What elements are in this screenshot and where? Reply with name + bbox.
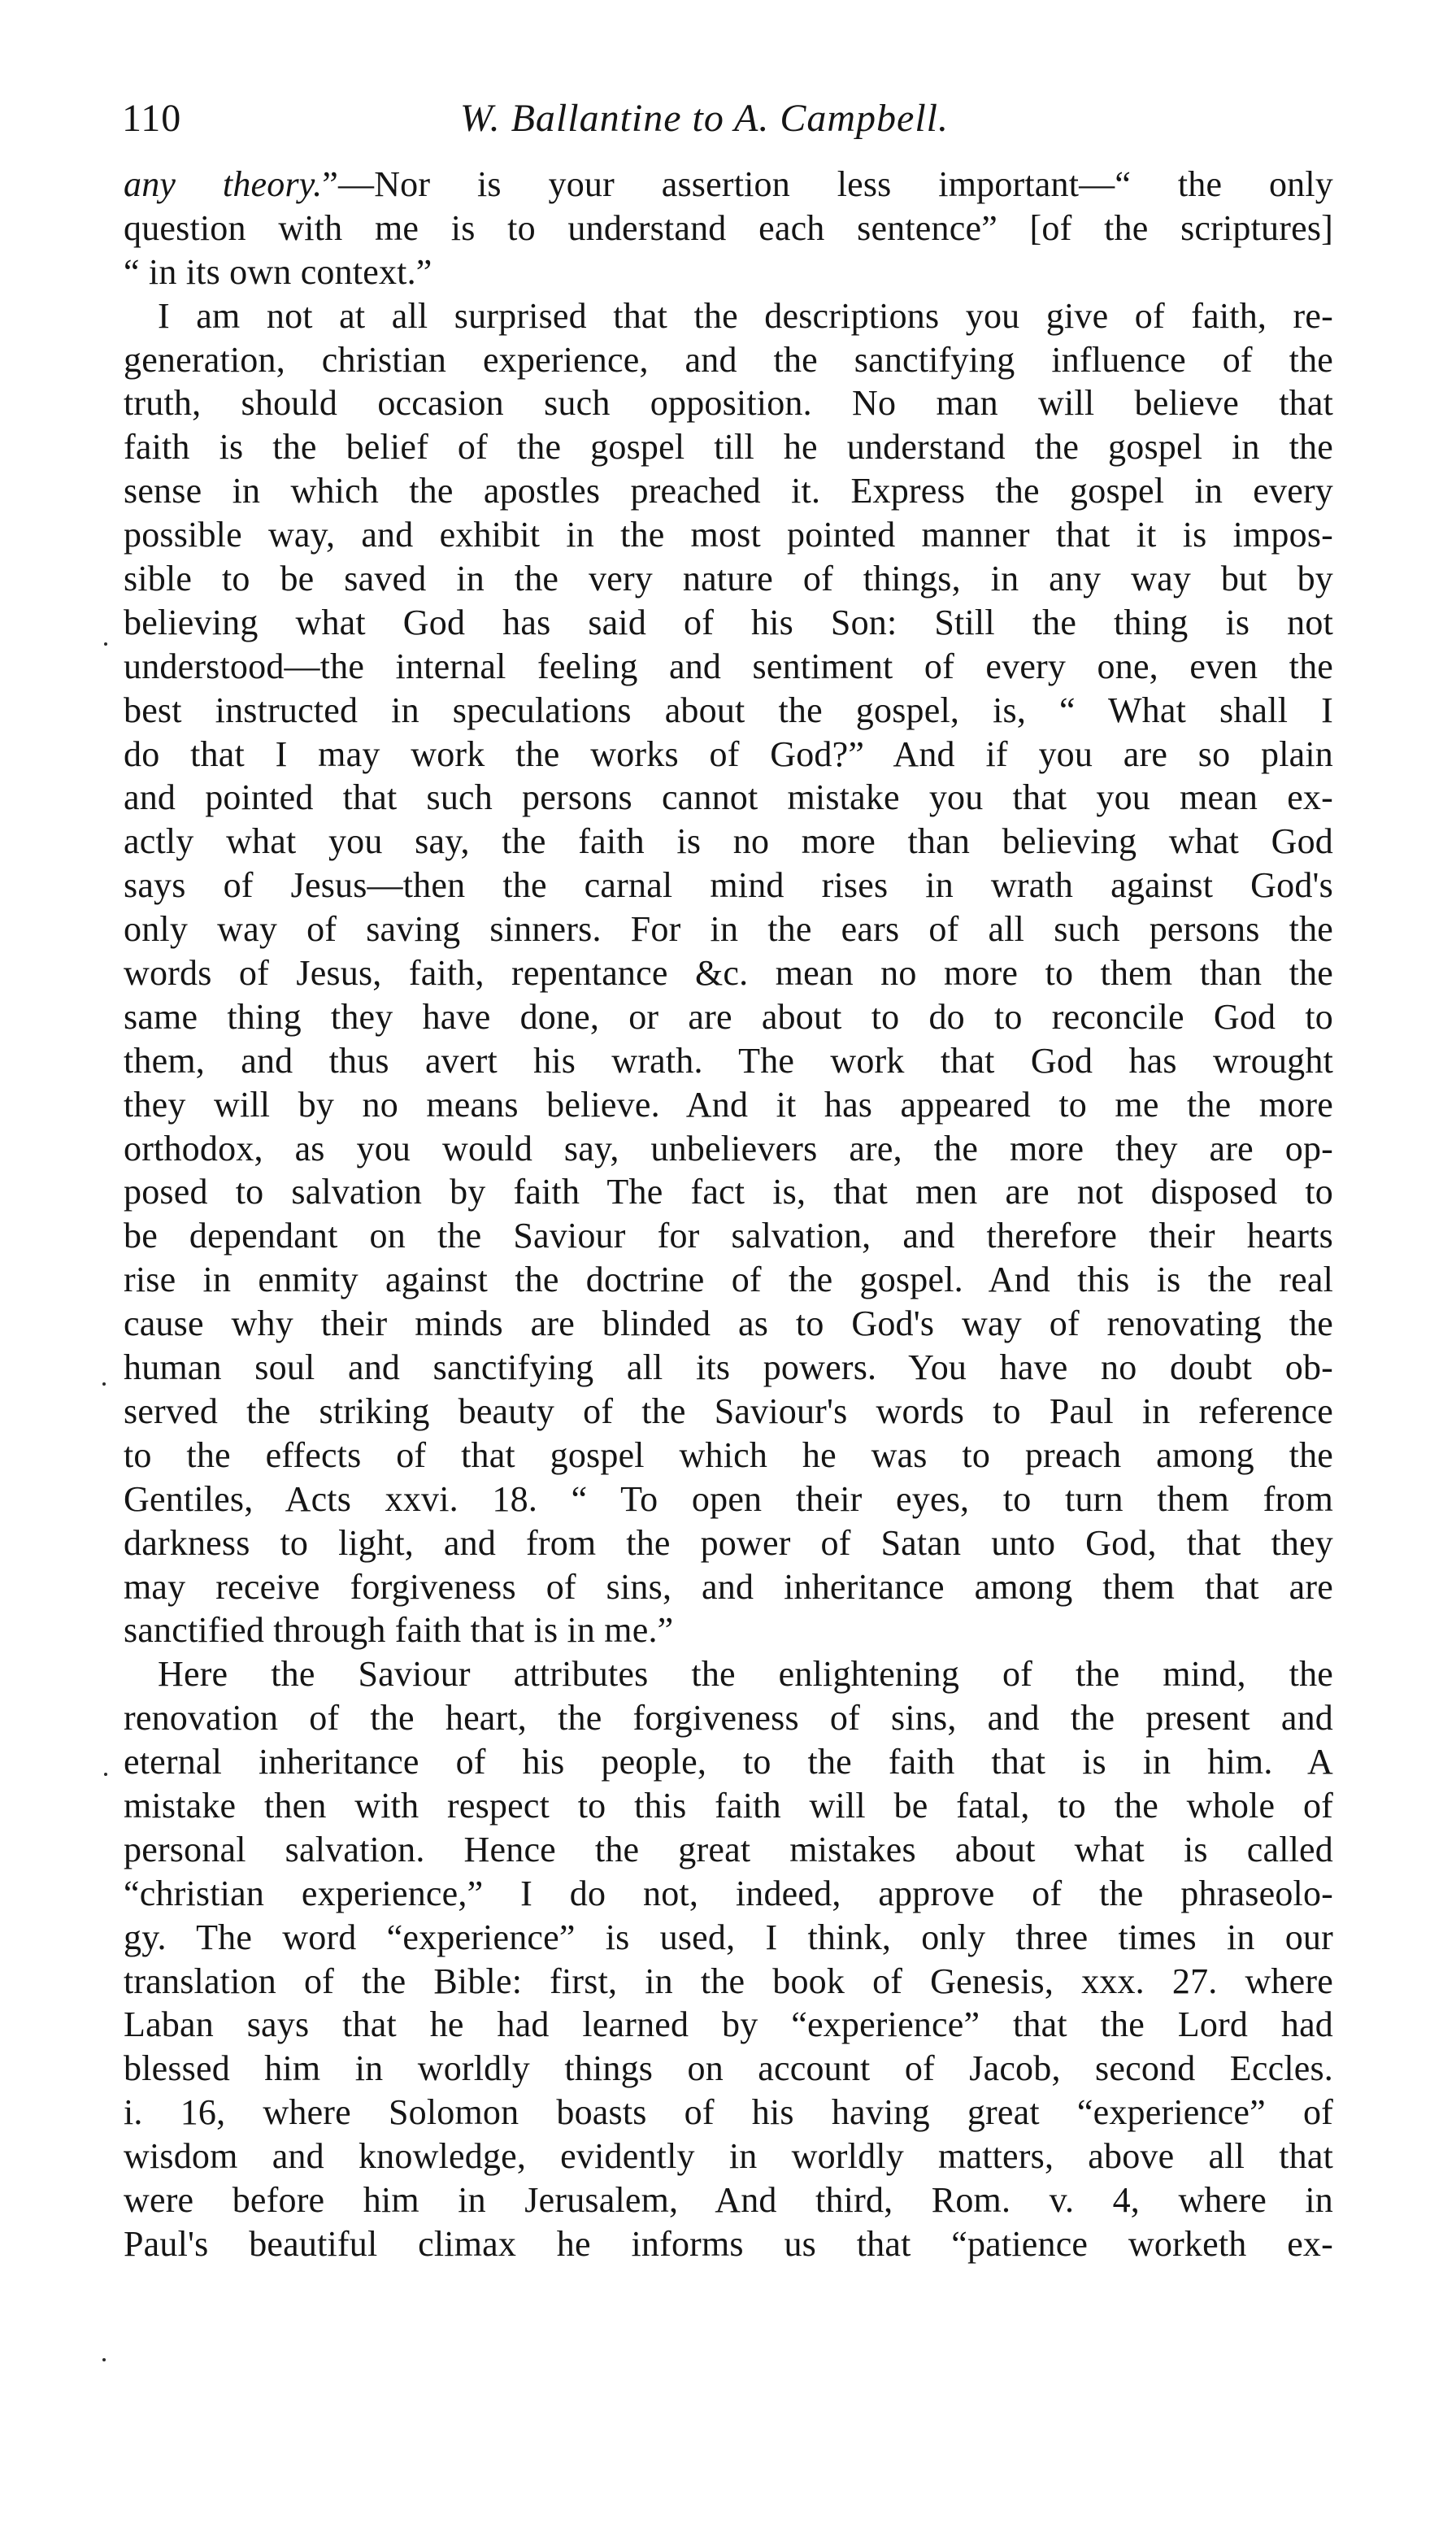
text-line: to the effects of that gospel which he was to preach among the xyxy=(124,1434,1333,1475)
text-line: were before him in Jerusalem, And third, Rom. v. 4, where in xyxy=(124,2179,1333,2220)
text-line: orthodox, as you would say, unbelievers are, the more they are op- xyxy=(124,1128,1333,1169)
text-line: words of Jesus, faith, repentance &c. mean no more to them than the xyxy=(124,953,1333,994)
text-line: generation, christian experience, and the sanctifying influence of the xyxy=(124,339,1333,380)
margin-speck xyxy=(102,1382,106,1386)
text-line: Gentiles, Acts xxvi. 18. “ To open their eyes, to turn them from xyxy=(124,1478,1333,1519)
text-line: Here the Saviour attributes the enlightening of the mind, the xyxy=(158,1654,1333,1695)
text-line: personal salvation. Hence the great mistakes about what is called xyxy=(124,1829,1333,1869)
text-line: sanctified through faith that is in me.” xyxy=(124,1610,674,1651)
text-line: actly what you say, the faith is no more than believing what God xyxy=(124,821,1333,862)
text-line: renovation of the heart, the forgiveness of sins, and the present and xyxy=(124,1698,1333,1739)
text-line: human soul and sanctifying all its powers. You have no doubt ob- xyxy=(124,1347,1333,1388)
text-line: gy. The word “experience” is used, I think, only three times in our xyxy=(124,1917,1333,1957)
text-line: same thing they have done, or are about to do to reconcile God to xyxy=(124,996,1333,1037)
margin-speck xyxy=(102,2358,106,2361)
text-line: i. 16, where Solomon boasts of his having great “experience” of xyxy=(124,2092,1333,2133)
text-line: only way of saving sinners. For in the ears of all such persons the xyxy=(124,909,1333,950)
text-line: rise in enmity against the doctrine of the gospel. And this is the real xyxy=(124,1260,1333,1300)
running-head: W. Ballantine to A. Campbell. xyxy=(460,97,949,140)
page-header xyxy=(122,96,1333,153)
text-line: says of Jesus—then the carnal mind rises in wrath against God's xyxy=(124,865,1333,906)
text-line: best instructed in speculations about the gospel, is, “ What shall I xyxy=(124,690,1333,730)
text-line: any theory.”—Nor is your assertion less important—“ the only xyxy=(124,164,1333,204)
text-line: and pointed that such persons cannot mistake you that you mean ex- xyxy=(124,777,1333,818)
text-line: them, and thus avert his wrath. The work that God has wrought xyxy=(124,1040,1333,1081)
body-text xyxy=(124,163,1333,2266)
text-line: “christian experience,” I do not, indeed, approve of the phraseolo- xyxy=(124,1873,1333,1913)
text-line: understood—the internal feeling and sentiment of every one, even the xyxy=(124,646,1333,686)
text-line: they will by no means believe. And it has appeared to me the more xyxy=(124,1084,1333,1125)
text-line: translation of the Bible: first, in the book of Genesis, xxx. 27. where xyxy=(124,1961,1333,2001)
text-line: posed to salvation by faith The fact is, that men are not disposed to xyxy=(124,1172,1333,1212)
text-line: be dependant on the Saviour for salvation, and therefore their hearts xyxy=(124,1216,1333,1256)
text-line: truth, should occasion such opposition. No man will believe that xyxy=(124,383,1333,424)
text-line: sible to be saved in the very nature of things, in any way but by xyxy=(124,559,1333,599)
text-line: believing what God has said of his Son: Still the thing is not xyxy=(124,602,1333,642)
text-line: question with me is to understand each sentence” [of the scriptures] xyxy=(124,207,1333,248)
margin-speck xyxy=(104,1773,107,1776)
page-number: 110 xyxy=(122,97,182,140)
text-line: eternal inheritance of his people, to the faith that is in him. A xyxy=(124,1742,1333,1782)
text-line: blessed him in worldly things on account of Jacob, second Eccles. xyxy=(124,2048,1333,2089)
text-line: Paul's beautiful climax he informs us that “patience worketh ex- xyxy=(124,2223,1333,2264)
text-line: sense in which the apostles preached it. Express the gospel in every xyxy=(124,471,1333,511)
text-line: darkness to light, and from the power of Satan unto God, that they xyxy=(124,1522,1333,1563)
text-line: Laban says that he had learned by “experience” that the Lord had xyxy=(124,2004,1333,2045)
text-line: “ in its own context.” xyxy=(124,251,432,292)
margin-speck xyxy=(104,642,107,646)
text-line: possible way, and exhibit in the most pointed manner that it is impos- xyxy=(124,515,1333,555)
text-line: do that I may work the works of God?” And if you are so plain xyxy=(124,733,1333,774)
text-line: I am not at all surprised that the descriptions you give of faith, re- xyxy=(158,295,1333,336)
text-line: faith is the belief of the gospel till he understand the gospel in the xyxy=(124,427,1333,468)
text-line: mistake then with respect to this faith will be fatal, to the whole of xyxy=(124,1785,1333,1826)
text-line: wisdom and knowledge, evidently in worldly matters, above all that xyxy=(124,2136,1333,2177)
text-line: served the striking beauty of the Saviour's words to Paul in reference xyxy=(124,1391,1333,1431)
text-line: cause why their minds are blinded as to God's way of renovating the xyxy=(124,1303,1333,1344)
text-line: may receive forgiveness of sins, and inheritance among them that are xyxy=(124,1566,1333,1607)
